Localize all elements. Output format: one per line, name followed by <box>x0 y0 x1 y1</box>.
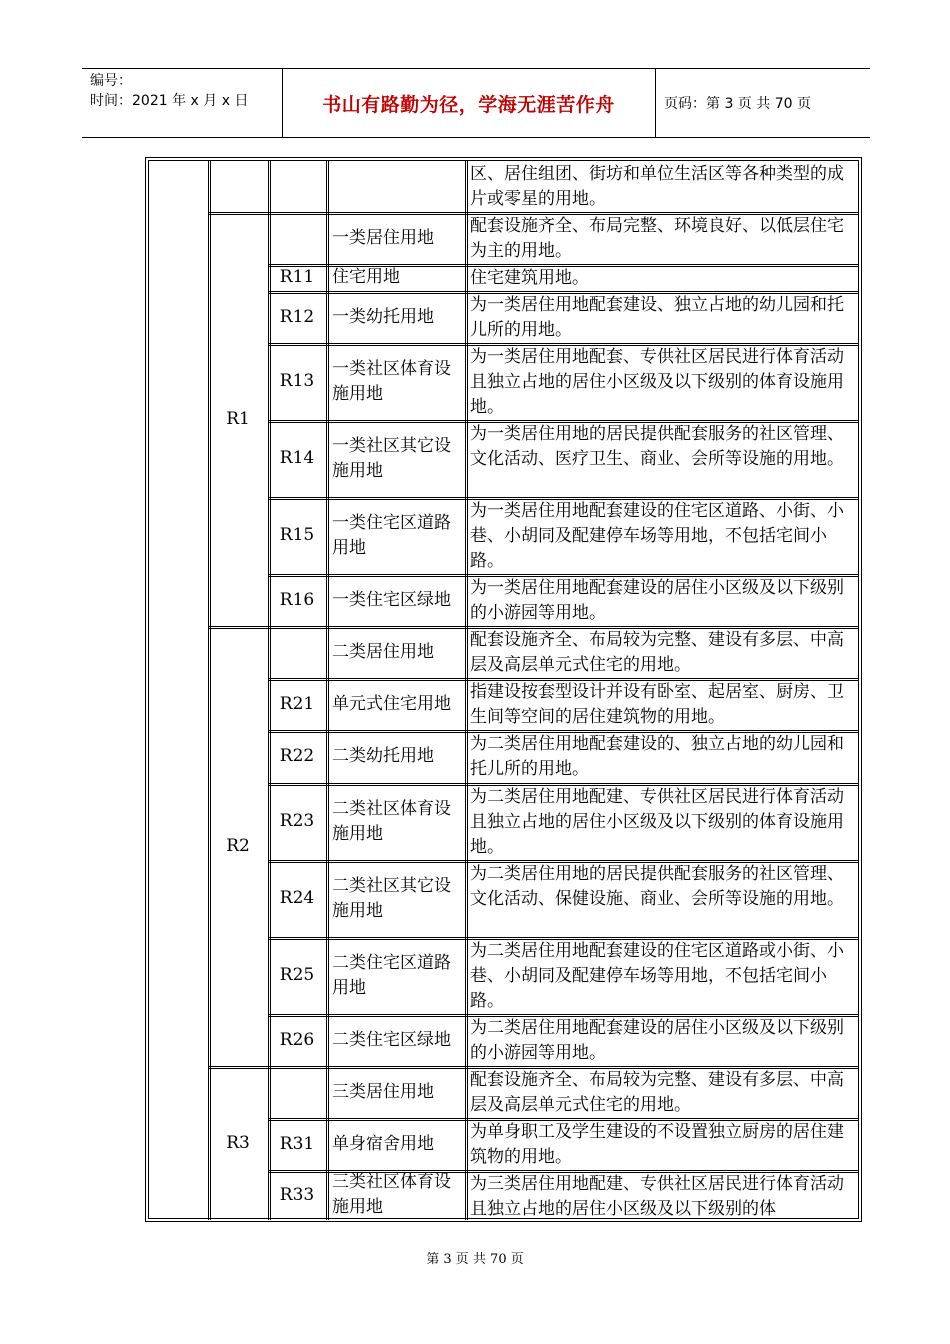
row-name: 住宅用地 <box>332 267 400 287</box>
header-divider <box>655 69 656 137</box>
row-code: R33 <box>279 1184 315 1205</box>
row-description: 住宅建筑用地。 <box>470 268 589 288</box>
row-name: 三类居住用地 <box>332 1081 434 1102</box>
page-footer: 第 3 页 共 70 页 <box>426 1252 524 1267</box>
page-header <box>82 68 870 138</box>
row-code: R22 <box>279 746 315 766</box>
row-name: 二类住宅区绿地 <box>332 1029 451 1050</box>
row-description: 配套设施齐全、布局完整、环境良好、以低层住宅为主的用地。 <box>470 216 844 261</box>
row-description: 为一类居住用地配套建设的住宅区道路、小街、小巷、小胡同及配建停车场等用地，不包括宅间小路。 <box>470 501 844 571</box>
date-label: 时间：2021 年 x 月 x 日 <box>90 93 249 109</box>
header-motto: 书山有路勤为径，学海无涯苦作舟 <box>322 93 615 116</box>
row-name: 三类社区体育设施用地 <box>332 1172 451 1217</box>
header-page-info: 页码：第 3 页 共 70 页 <box>664 96 811 112</box>
row-name: 一类住宅区绿地 <box>332 589 451 610</box>
row-description: 配套设施齐全、布局较为完整、建设有多层、中高层及高层单元式住宅的用地。 <box>470 1070 844 1115</box>
row-code: R26 <box>279 1029 315 1050</box>
column-rule <box>326 160 327 1220</box>
row-code <box>268 212 326 264</box>
row-code: R14 <box>279 448 315 468</box>
row-code: R13 <box>279 371 315 391</box>
row-code <box>268 626 326 678</box>
row-description: 为二类居住用地配套建设的居住小区级及以下级别的小游园等用地。 <box>470 1018 844 1063</box>
row-code: R12 <box>279 306 315 327</box>
header-meta <box>90 71 248 111</box>
row-name: 一类社区其它设施用地 <box>332 435 451 481</box>
row-description: 为三类居住用地配建、专供社区居民进行体育活动且独立占地的居住小区级及以下级别的体 <box>470 1174 844 1219</box>
row-name: 单元式住宅用地 <box>332 693 451 714</box>
row-name: 二类居住用地 <box>332 641 434 662</box>
row-code: R21 <box>279 693 315 714</box>
row-code <box>268 1066 326 1118</box>
row-description: 为一类居住用地配套建设的居住小区级及以下级别的小游园等用地。 <box>470 578 844 623</box>
row-description: 为单身职工及学生建设的不设置独立厨房的居住建筑物的用地。 <box>470 1122 844 1167</box>
row-code: R16 <box>279 589 315 610</box>
row-code: R31 <box>279 1133 315 1154</box>
row-description: 为二类居住用地的居民提供配套服务的社区管理、文化活动、保健设施、商业、会所等设施的用地。 <box>470 864 844 909</box>
column-rule <box>465 160 466 1220</box>
row-code: R25 <box>279 965 315 985</box>
row-description: 为二类居住用地配套建设的、独立占地的幼儿园和托儿所的用地。 <box>470 734 844 779</box>
row-description: 为二类居住用地配建、专供社区居民进行体育活动且独立占地的居住小区级及以下级别的体育设施用地。 <box>470 787 844 857</box>
row-name: 一类社区体育设施用地 <box>332 358 451 404</box>
row-description: 指建设按套型设计并设有卧室、起居室、厨房、卫生间等空间的居住建筑物的用地。 <box>470 682 844 727</box>
serial-label: 编号： <box>90 73 132 89</box>
row-code: R11 <box>279 267 315 287</box>
row-name: 二类社区其它设施用地 <box>332 875 451 921</box>
row-description: 为一类居住用地配套建设、独立占地的幼儿园和托儿所的用地。 <box>470 295 844 340</box>
row-name: 单身宿舍用地 <box>332 1133 434 1154</box>
row-description: 为一类居住用地的居民提供配套服务的社区管理、文化活动、医疗卫生、商业、会所等设施的用地。 <box>470 424 844 469</box>
row-description: 配套设施齐全、布局较为完整、建设有多层、中高层及高层单元式住宅的用地。 <box>470 630 844 675</box>
group-code: R1 <box>226 408 250 429</box>
row-description: 为一类居住用地配套、专供社区居民进行体育活动且独立占地的居住小区级及以下级别的体育设施用地。 <box>470 347 844 417</box>
row-name: 一类居住用地 <box>332 227 434 248</box>
row-description: 为二类居住用地配套建设的住宅区道路或小街、小巷、小胡同及配建停车场等用地，不包括宅间小路。 <box>470 941 844 1011</box>
group-code: R2 <box>226 835 250 856</box>
group-code: R3 <box>226 1132 250 1153</box>
row-code: R24 <box>279 888 315 908</box>
row-code: R23 <box>279 811 315 831</box>
row-name: 一类住宅区道路用地 <box>332 512 451 558</box>
row-name: 二类幼托用地 <box>332 746 434 766</box>
continuation-text: 区、居住组团、街坊和单位生活区等各种类型的成片或零星的用地。 <box>470 164 844 209</box>
row-name: 二类住宅区道路用地 <box>332 952 451 998</box>
row-name: 二类社区体育设施用地 <box>332 798 451 844</box>
row-code: R15 <box>279 525 315 545</box>
row-name: 一类幼托用地 <box>332 306 434 327</box>
